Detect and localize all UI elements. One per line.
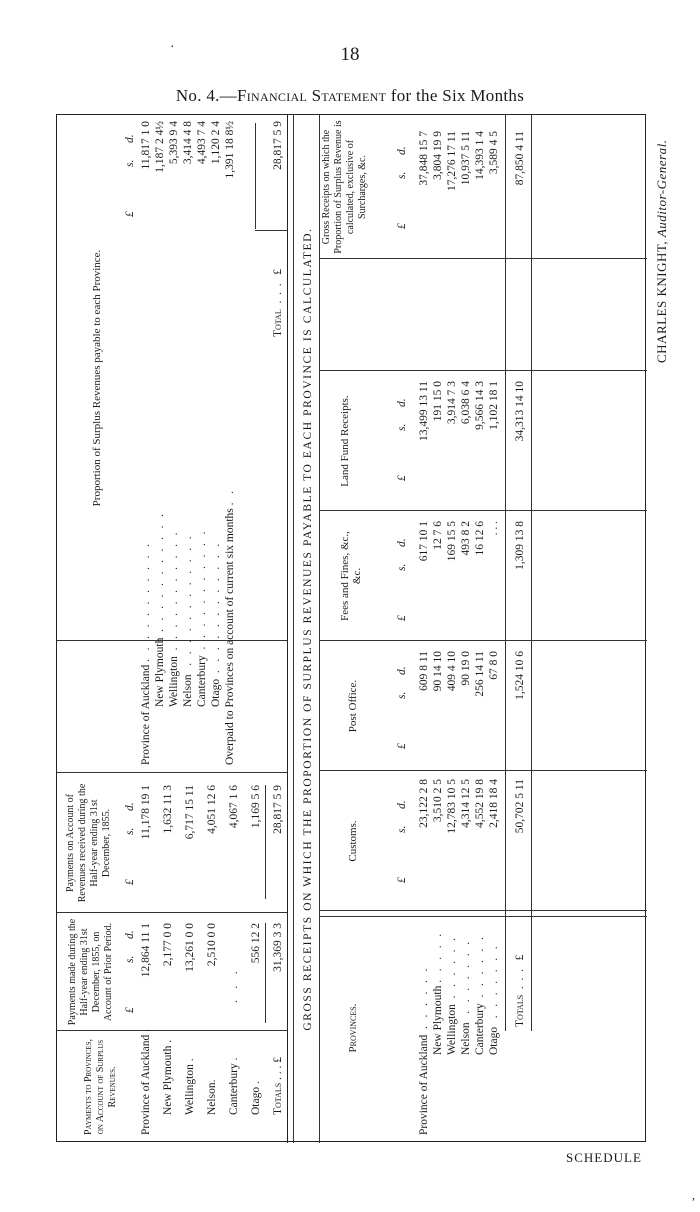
header-fees: Fees and Fines, &c., &c. xyxy=(339,531,363,621)
fees-value: 617 10 1 xyxy=(418,521,430,562)
current-value: 4,067 1 6 xyxy=(228,785,240,829)
proportion-value: 11,817 1 0 xyxy=(140,121,152,170)
post-value: 67 8 0 xyxy=(488,651,500,680)
land-value: 6,038 6 4 xyxy=(460,381,472,425)
proportion-row: Canterbury . . . . . . . . . . . xyxy=(196,531,208,707)
header-post-office: Post Office. xyxy=(347,679,359,733)
current-value: 11,178 19 1 xyxy=(140,785,152,840)
total-rule xyxy=(265,923,266,1023)
lower-totals-label: Totals . . . £ xyxy=(514,954,526,1027)
header-customs: Customs. xyxy=(347,820,359,862)
signature-title: Auditor-General. xyxy=(654,139,669,238)
post-value: 256 14 11 xyxy=(474,651,486,697)
proportion-row: Overpaid to Provinces on account of current six months . . xyxy=(224,490,236,765)
prior-period-value: 2,177 0 0 xyxy=(162,923,174,967)
lower-province-row: Wellington . . . . . . xyxy=(446,938,458,1055)
col-divider xyxy=(57,1030,287,1031)
proportion-total-label: Total . . . £ xyxy=(272,269,284,337)
page-speck: · xyxy=(170,40,175,55)
col-divider xyxy=(319,770,647,771)
col-divider xyxy=(319,916,647,917)
page-footer: SCHEDULE xyxy=(566,1150,642,1165)
proportion-value: 1,120 2 4 xyxy=(210,121,222,165)
customs-value: 4,314 12 5 xyxy=(460,779,472,828)
totals-rule xyxy=(531,115,532,1031)
customs-value: 2,418 18 4 xyxy=(488,779,500,828)
title-caps: Financial Statement xyxy=(236,86,387,105)
current-value: 1,169 5 6 xyxy=(250,785,262,829)
fees-value: . . . xyxy=(488,521,500,536)
gross-value: 10,937 5 11 xyxy=(460,131,472,186)
page-number: 18 xyxy=(340,44,360,65)
section-divider xyxy=(293,115,294,1143)
land-value: 9,566 14 3 xyxy=(474,381,486,430)
fees-value: 169 15 5 xyxy=(446,521,458,562)
section-divider xyxy=(319,115,320,1143)
current-value: 6,717 15 11 xyxy=(184,785,196,840)
proportion-value: 3,414 4 8 xyxy=(182,121,194,165)
header-payments-to-provinces: Payments to Provinces, on Account of Surplus Revenues. xyxy=(83,1038,118,1136)
col-divider xyxy=(57,772,287,773)
land-value: 1,102 18 1 xyxy=(488,381,500,430)
header-gross-receipts: Gross Receipts on which the Proportion of Surplus Revenue is calculated, exclusive of Surcharges, &c. xyxy=(321,120,368,254)
post-total: 1,524 10 6 xyxy=(514,651,526,700)
upper-province-row: New Plymouth . xyxy=(162,1039,174,1115)
customs-value: 4,552 19 8 xyxy=(474,779,486,828)
col-divider xyxy=(57,912,287,913)
gross-value: 37,848 15 7 xyxy=(418,131,430,186)
proportion-value: 5,393 9 4 xyxy=(168,121,180,165)
page-title xyxy=(0,86,700,106)
customs-value: 12,783 10 5 xyxy=(446,779,458,834)
upper-province-row: Nelson. xyxy=(206,1079,218,1115)
upper-province-row: Otago . xyxy=(250,1081,262,1115)
fees-total: 1,309 13 8 xyxy=(514,521,526,570)
header-prior-period: Payments made during the Half-year ending 31st December, 1855, on Account of Prior Period. xyxy=(67,918,114,1026)
signature xyxy=(655,140,669,364)
proportion-value: 1,391 18 8½ xyxy=(224,121,236,179)
customs-total: 50,702 5 11 xyxy=(514,779,526,834)
lower-province-row: Nelson . . . . . . . xyxy=(460,941,472,1055)
lower-province-row: New Plymouth . . . . . xyxy=(432,933,444,1055)
prior-period-value: 556 12 2 xyxy=(250,923,262,964)
lower-province-row: Otago . . . . . . . xyxy=(488,946,500,1055)
fees-value: 12 7 6 xyxy=(432,521,444,550)
statement-frame xyxy=(56,114,669,1142)
customs-value: 23,122 2 8 xyxy=(418,779,430,828)
proportion-row: Wellington . . . . . . . . . . . xyxy=(168,532,180,707)
prior-period-total: 31,369 3 3 xyxy=(272,923,284,972)
totals-rule xyxy=(505,115,506,1031)
land-total: 34,313 14 10 xyxy=(514,381,526,442)
land-value: 191 15 0 xyxy=(432,381,444,422)
title-prefix: No. 4.— xyxy=(175,86,237,105)
fees-value: 493 8 2 xyxy=(460,521,472,556)
upper-totals-label: Totals . . . £ xyxy=(272,1056,284,1115)
signature-name: CHARLES KNIGHT, xyxy=(654,240,669,363)
prior-period-dots: . . . xyxy=(228,971,240,1003)
post-value: 409 4 10 xyxy=(446,651,458,692)
current-total: 28,817 5 9 xyxy=(272,785,284,834)
upper-province-row: Wellington . xyxy=(184,1058,196,1115)
post-value: 90 19 0 xyxy=(460,651,472,686)
current-value: 4,051 12 6 xyxy=(206,785,218,834)
prior-period-value: 2,510 0 0 xyxy=(206,923,218,967)
section-divider xyxy=(287,115,288,1143)
proportion-row: New Plymouth . . . . . . . . . . . xyxy=(154,514,166,707)
total-rule xyxy=(265,785,266,899)
land-value: 13,499 13 11 xyxy=(418,381,430,441)
prior-period-value: 12,864 11 1 xyxy=(140,923,152,978)
proportion-value: 4,493 7 4 xyxy=(196,121,208,165)
header-land-fund: Land Fund Receipts. xyxy=(339,395,351,487)
prior-period-value: 13,261 0 0 xyxy=(184,923,196,972)
page-speck: , xyxy=(692,1188,695,1202)
header-proportion: Proportion of Surplus Revenues payable to each Province. xyxy=(91,249,103,507)
upper-province-row: Canterbury . xyxy=(228,1057,240,1115)
proportion-value: 1,187 2 4½ xyxy=(154,121,166,173)
header-current-half-year: Payments on Account of Revenues received during the Half-year ending 31st December, 1855. xyxy=(65,783,112,903)
gross-value: 3,589 4 5 xyxy=(488,131,500,175)
lower-province-row: Province of Auckland . . . . . . xyxy=(418,968,430,1135)
col-divider xyxy=(319,910,647,911)
col-divider xyxy=(319,370,647,371)
header-provinces: Provinces. xyxy=(347,1003,359,1053)
post-value: 609 8 11 xyxy=(418,651,430,691)
land-value: 3,914 7 3 xyxy=(446,381,458,425)
col-divider xyxy=(319,258,647,259)
proportion-row: Nelson . . . . . . . . . . . . xyxy=(182,536,194,707)
lower-province-row: Canterbury . . . . . . xyxy=(474,937,486,1055)
title-suffix: for the Six Months xyxy=(386,86,525,105)
post-value: 90 14 10 xyxy=(432,651,444,692)
proportion-total: 28,817 5 9 xyxy=(272,121,284,170)
fees-value: 16 12 6 xyxy=(474,521,486,556)
current-value: 1,632 11 3 xyxy=(162,785,174,834)
proportion-row: Otago . . . . . . . . . . . . xyxy=(210,543,222,707)
rotated-statement: Payments to Provinces, on Account of Surplus Revenues. Payments made during the Half-year ending 31st December, 1855, on Account of Prior Period. Payments on Account of Revenues received during the Half-year ending 31st December, 1855. Proportion of Surplus Revenues payable to each Province. £ s. d. £ s. d. £ s. d. Province of Auckland . New Plymouth . Wellington . Nelson. Canterbury . Otago . Totals . . . £ 12,864 11 1 2,177 0 0 13,261 0 0 2,510 0 0 . . . 556 12 2 31,369 3 3 11,178 19 1 1,632 11 3 6,717 15 11 4,051 12 6 4,067 1 6 1,169 5 6 28,817 5 9 Province of Auckland . . . . . . . . . . . New Plymouth . . . . . . . . . . . Wellington . . . . . . . . . . . Nelson . . . . . . . . . . . . Canterbury . . . . . . . . . . . Otago . . . . . . . . . . . . Overpaid to Provinces on account of current six months . . Total . . . £ 11,817 1 0 1,187 2 4½ 5,393 9 4 3,414 4 8 4,493 7 4 1,120 2 4 1,391 18 8½ 28,817 5 9 GROSS RECEIPTS ON WHICH THE PROPORTION OF SURPLUS REVENUES PAYABLE TO EACH PROVINCE IS CALCULATED. Provinces. Customs. Post Office. Fees and Fines, &c., &c. Land Fund Receipts. Gross Receipts on which the Proportion of Surplus Revenue is calculated, exclusive of Surcharges, &c. £ s. d. £ s. d. £ s. d. £ s. d. £ s. d. Province of Auckland . . . . . . New Plymouth . . . . . Wellington . . . . . . Nelson . . . . . . . Canterbury . . . . . . Otago . . . . . . . Totals . . . £ 23,122 2 8 3,510 2 5 12,783 10 5 4,314 12 5 4,552 19 8 2,418 18 4 50,702 5 11 609 8 11 90 14 10 409 4 10 90 19 0 256 14 11 67 8 0 1,524 10 6 617 10 1 12 7 6 169 15 5 493 8 2 16 12 6 . . . 1,309 13 8 13,499 13 11 191 15 0 3,914 7 3 6,038 6 4 9,566 14 3 1,102 18 1 34,313 14 10 37,848 15 7 3,804 19 9 17,276 17 11 10,937 5 11 14,393 1 4 3,589 4 5 87,850 4 11 CHARLES KNIGHT, Auditor-General. xyxy=(57,115,647,1143)
col-divider xyxy=(319,640,647,641)
upper-province-row: Province of Auckland . xyxy=(140,1028,152,1135)
gross-value: 14,393 1 4 xyxy=(474,131,486,180)
total-rule xyxy=(255,123,256,229)
col-divider xyxy=(319,510,647,511)
gross-value: 3,804 19 9 xyxy=(432,131,444,180)
gross-total: 87,850 4 11 xyxy=(514,131,526,186)
gross-value: 17,276 17 11 xyxy=(446,131,458,191)
gross-receipts-banner: GROSS RECEIPTS ON WHICH THE PROPORTION OF SURPLUS REVENUES PAYABLE TO EACH PROVINCE IS CALCULATED. xyxy=(302,227,314,1031)
customs-value: 3,510 2 5 xyxy=(432,779,444,823)
proportion-row: Province of Auckland . . . . . . . . . . . xyxy=(140,543,152,765)
